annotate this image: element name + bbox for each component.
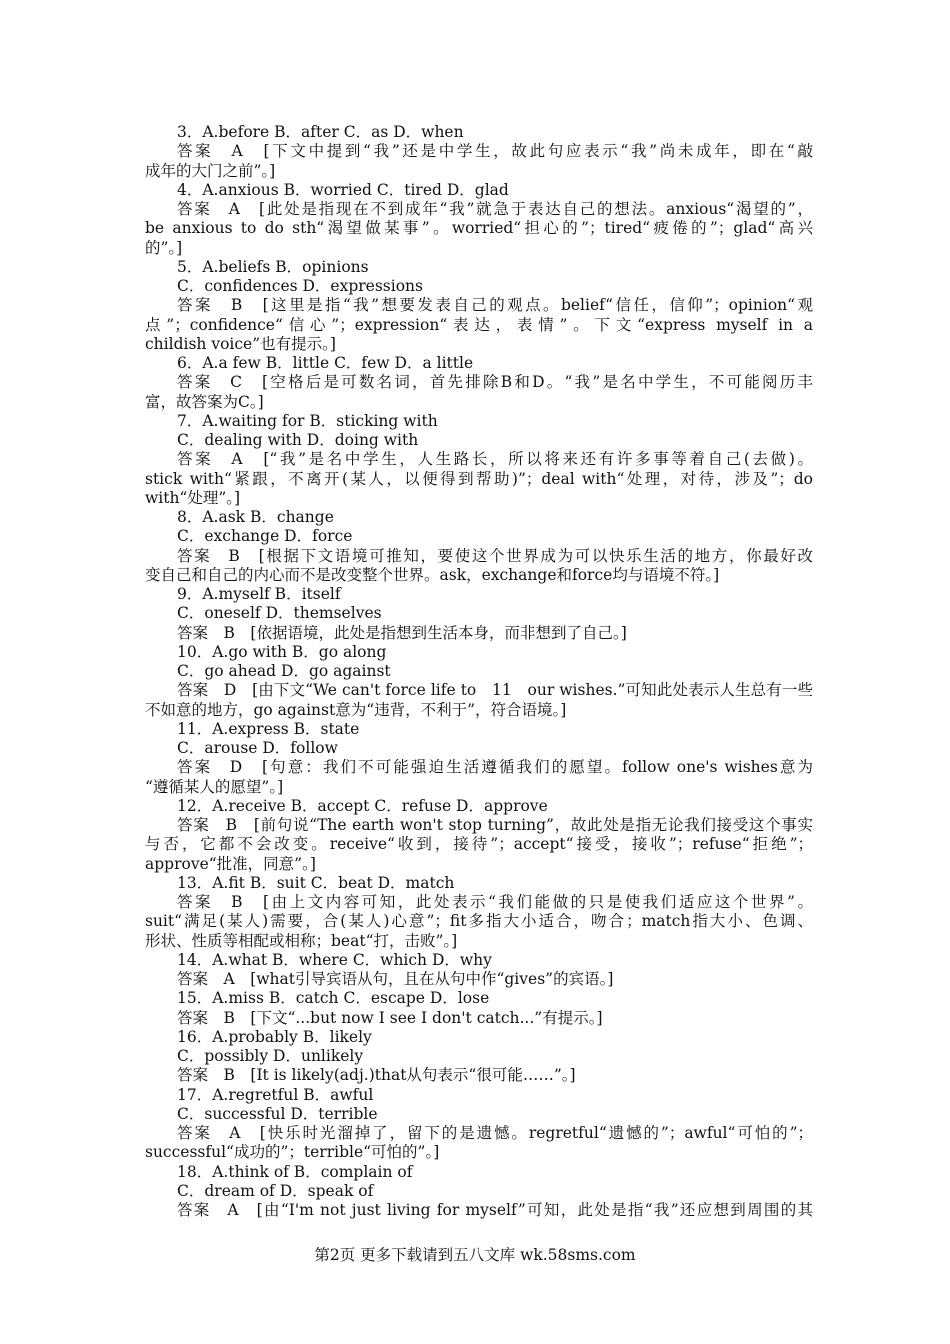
text-line: 14．A.what B．where C．which D．why [177, 950, 492, 969]
text-line: 答案 B [依据语境，此处是指想到生活本身，而非想到了自己。] [177, 623, 627, 642]
text-line: 答案 A [快乐时光溜掉了，留下的是遗憾。regretful“遗憾的”；awful“可怕的”； [177, 1124, 813, 1142]
text-line: 9．A.myself B．itself [177, 585, 341, 603]
text-line: 成年的大门之前”。] [145, 161, 276, 180]
text-line: “遵循某人的愿望”。] [145, 777, 284, 796]
text-line: C．go ahead D．go against [177, 662, 391, 680]
text-line: C．oneself D．themselves [177, 604, 382, 623]
text-line: 答案 B [前句说“The earth won't stop turning”，故此处是指无论我们接受这个事实 [177, 816, 813, 834]
text-line: C．dealing with D．doing with [177, 431, 419, 449]
text-line: 形状、性质等相配或相称；beat“打，击败”。] [145, 931, 458, 950]
document-body [145, 123, 813, 1220]
text-line: 答案 A [由“I'm not just living for myself”可知，此处是指“我”还应想到周围的其 [177, 1201, 813, 1219]
text-line: 答案 B [It is likely(adj.)that从句表示“很可能……”。] [177, 1066, 576, 1085]
text-line: approve“批准，同意”。] [145, 854, 316, 873]
text-line: 4．A.anxious B．worried C．tired D．glad [177, 180, 509, 199]
text-line: 答案 B [由上文内容可知，此处表示“我们能做的只是使我们适应这个世界”。 [177, 893, 813, 911]
text-line: C．dream of D．speak of [177, 1181, 374, 1200]
text-line: successful“成功的”；terrible“可怕的”。] [145, 1143, 440, 1162]
text-line: 答案 D [由下文“We can't force life to 11 our wishes.”可知此处表示人生总有一些 [177, 681, 813, 700]
text-line: C．successful D．terrible [177, 1104, 378, 1123]
text-line: be anxious to do sth“渴望做某事”。worried“担心的”；tired“疲倦的”；glad“高兴 [145, 219, 813, 238]
text-line: 答案 B [下文“...but now I see I don't catch...”有提示。] [177, 1008, 603, 1027]
text-line: 答案 B [这里是指“我”想要发表自己的观点。belief“信任，信仰”；opinion“观 [177, 296, 813, 315]
text-line: 17．A.regretful B．awful [177, 1085, 374, 1104]
text-line: 点”；confidence“信心”；expression“表达，表情”。下文“express myself in a [145, 315, 813, 334]
text-line: 答案 A [下文中提到“我”还是中学生，故此句应表示“我”尚未成年，即在“敲 [177, 142, 813, 161]
text-line: 8．A.ask B．change [177, 508, 334, 526]
text-line: 16．A.probably B．likely [177, 1027, 372, 1046]
text-line: C．confidences D．expressions [177, 277, 423, 295]
text-line: suit“满足(某人)需要，合(某人)心意”；fit多指大小适合，吻合；match指大小、色调、 [145, 912, 813, 931]
text-line: 答案 A [what引导宾语从句，且在从句中作“gives”的宾语。] [177, 970, 614, 988]
text-line: with“处理”。] [145, 488, 241, 507]
text-line: 11．A.express B．state [177, 719, 360, 738]
text-line: 18．A.think of B．complain of [177, 1162, 413, 1181]
text-line: childish voice”也有提示。] [145, 334, 336, 353]
text-line: 答案 B [根据下文语境可推知，要使这个世界成为可以快乐生活的地方，你最好改 [177, 546, 813, 565]
text-line: 答案 A [此处是指现在不到成年“我”就急于表达自己的想法。anxious“渴望的”， [177, 200, 813, 218]
text-line: 15．A.miss B．catch C．escape D．lose [177, 989, 490, 1008]
page-footer: 第2页 更多下载请到五八文库 wk.58sms.com [314, 1246, 636, 1264]
text-line: 10．A.go with B．go along [177, 642, 387, 661]
text-line: 答案 A [“我”是名中学生，人生路长，所以将来还有许多事等着自己(去做)。 [177, 450, 813, 469]
text-line: 与否，它都不会改变。receive“收到，接待”；accept“接受，接收”；refuse“拒绝”； [145, 835, 813, 854]
text-line: 12．A.receive B．accept C．refuse D．approve [177, 796, 548, 815]
text-line: stick with“紧跟，不离开(某人，以便得到帮助)”；deal with“处理，对待，涉及”；do [145, 469, 813, 488]
text-line: 变自己和自己的内心而不是改变整个世界。ask，exchange和force均与语境不符。] [145, 565, 720, 584]
text-line: C．arouse D．follow [177, 739, 338, 757]
text-line: 不如意的地方，go against意为“违背，不利于”，符合语境。] [145, 700, 567, 719]
text-line: 7．A.waiting for B．sticking with [177, 411, 438, 430]
text-line: 答案 D [句意：我们不可能强迫生活遵循我们的愿望。follow one's wishes意为 [177, 758, 813, 777]
text-line: 6．A.a few B．little C．few D．a little [177, 354, 474, 372]
text-line: 13．A.fit B．suit C．beat D．match [177, 873, 455, 892]
text-line: 3．A.before B．after C．as D．when [177, 123, 464, 141]
text-line: C．possibly D．unlikely [177, 1047, 364, 1065]
text-line: 的”。] [145, 238, 183, 257]
text-line: 5．A.beliefs B．opinions [177, 257, 369, 276]
text-line: 答案 C [空格后是可数名词，首先排除B和D。“我”是名中学生，不可能阅历丰 [177, 373, 813, 392]
text-line: 富，故答案为C。] [145, 392, 264, 411]
text-line: C．exchange D．force [177, 527, 353, 546]
